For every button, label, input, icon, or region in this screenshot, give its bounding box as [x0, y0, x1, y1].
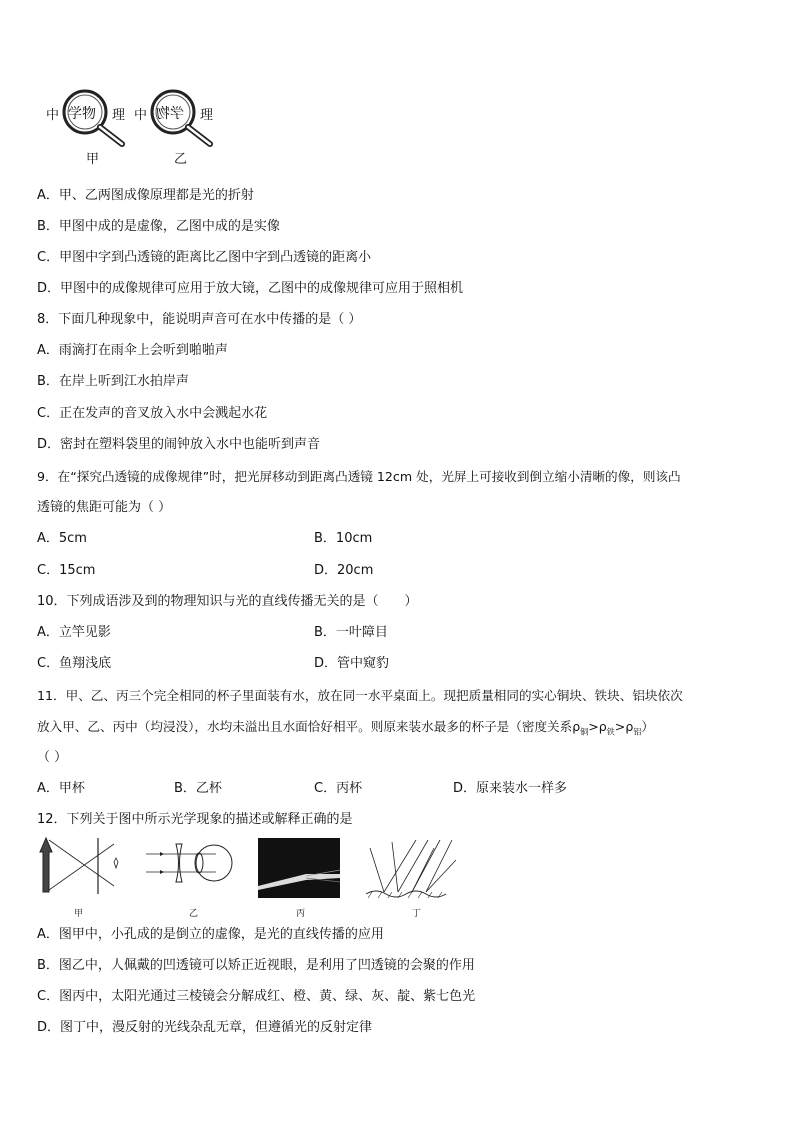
q11-stem-line1: 11．甲、乙、丙三个完全相同的杯子里面装有水，放在同一水平桌面上。现把质量相同的实心铜块、铁块、铝块依次 — [37, 688, 683, 703]
q12-option-c: C．图丙中，太阳光通过三棱镜会分解成红、橙、黄、绿、灰、靛、紫七色光 — [37, 989, 476, 1004]
q7-option-c: C．甲图中字到凸透镜的距离比乙图中字到凸透镜的距离小 — [37, 250, 372, 265]
q7-option-a: A．甲、乙两图成像原理都是光的折射 — [37, 188, 254, 203]
q11-option-c: C．丙杯 — [314, 781, 363, 796]
q8-option-b: B．在岸上听到江水拍岸声 — [37, 374, 189, 389]
q7-option-d: D．甲图中的成像规律可应用于放大镜，乙图中的成像规律可应用于照相机 — [37, 281, 464, 296]
q8-option-a: A．雨滴打在雨伞上会听到啪啪声 — [37, 343, 228, 358]
q9-stem-line1: 9．在“探究凸透镜的成像规律”时，把光屏移动到距离凸透镜 12cm 处，光屏上可接收到倒立缩小清晰的像，则该凸 — [37, 469, 681, 484]
fig-left-caption: 甲 — [86, 152, 100, 167]
q12-fig-caption-yi: 乙 — [189, 909, 199, 919]
rho-al: ρ — [625, 719, 634, 734]
prism-figure — [258, 838, 340, 898]
q8-option-d: D．密封在塑料袋里的闹钟放入水中也能听到声音 — [37, 437, 321, 452]
q10-option-b: B．一叶障目 — [314, 625, 388, 640]
q11-answer-paren: （ ） — [37, 750, 68, 765]
gt-2: > — [614, 719, 626, 734]
rho-al-sub: 铝 — [633, 727, 642, 737]
q12-fig-caption-ding: 丁 — [412, 909, 422, 919]
q11-option-b: B．乙杯 — [174, 781, 222, 796]
fig-right-caption: 乙 — [174, 152, 188, 167]
q10-option-a: A．立竿见影 — [37, 625, 111, 640]
q8-stem: 8．下面几种现象中，能说明声音可在水中传播的是（ ） — [37, 312, 362, 327]
q12-figures-svg — [36, 834, 466, 920]
q10-option-c: C．鱼翔浅底 — [37, 656, 112, 671]
q7-option-b: B．甲图中成的是虚像，乙图中成的是实像 — [37, 219, 280, 234]
q12-fig-caption-bing: 丙 — [296, 909, 306, 919]
q9-option-c: C．15cm — [37, 563, 96, 578]
fig-left-lens-text: 学物 — [68, 106, 96, 122]
diffuse-reflection-figure — [366, 840, 456, 898]
q12-stem: 12．下列关于图中所示光学现象的描述或解释正确的是 — [37, 812, 353, 827]
q11-option-a: A．甲杯 — [37, 781, 85, 796]
magnifier-figure — [40, 82, 230, 172]
q10-stem: 10．下列成语涉及到的物理知识与光的直线传播无关的是（ ） — [37, 594, 418, 609]
close-paren: ） — [641, 719, 654, 734]
q11-option-d: D．原来装水一样多 — [453, 781, 568, 796]
gt-1: > — [588, 719, 599, 734]
rho-fe-sub: 铁 — [606, 727, 615, 737]
q9-option-b: B．10cm — [314, 531, 373, 546]
q12-option-d: D．图丁中，漫反射的光线杂乱无章，但遵循光的反射定律 — [37, 1020, 373, 1035]
rho-fe: ρ — [598, 719, 607, 734]
q12-figures — [36, 834, 466, 920]
rho-cu-sub: 铜 — [580, 727, 589, 737]
fig-right-lens-text-mirrored: 学物 — [156, 106, 184, 122]
pinhole-figure — [40, 838, 118, 894]
q9-option-a: A．5cm — [37, 531, 87, 546]
rho-cu: ρ — [572, 719, 581, 734]
q9-stem-line2: 透镜的焦距可能为（ ） — [37, 500, 172, 515]
q12-option-a: A．图甲中，小孔成的是倒立的虚像，是光的直线传播的应用 — [37, 927, 384, 942]
q8-option-c: C．正在发声的音叉放入水中会溅起水花 — [37, 406, 268, 421]
fig-right-char-after: 理 — [200, 108, 214, 123]
fig-right-char-before: 中 — [134, 108, 148, 123]
q12-fig-caption-jia: 甲 — [74, 909, 84, 919]
q12-option-b: B．图乙中，人佩戴的凹透镜可以矫正近视眼，是利用了凹透镜的会聚的作用 — [37, 958, 475, 973]
q11-stem-line2-text: 放入甲、乙、丙中（均浸没），水均未溢出且水面恰好相平。则原来装水最多的杯子是（密度关系 — [37, 719, 573, 734]
magnifier-figure-svg — [40, 82, 230, 172]
q11-stem-line2 — [37, 718, 654, 742]
q9-option-d: D．20cm — [314, 563, 374, 578]
q10-option-d: D．管中窥豹 — [314, 656, 390, 671]
eye-lens-figure — [146, 844, 232, 882]
fig-left-char-after: 理 — [112, 108, 126, 123]
fig-left-char-before: 中 — [46, 108, 60, 123]
